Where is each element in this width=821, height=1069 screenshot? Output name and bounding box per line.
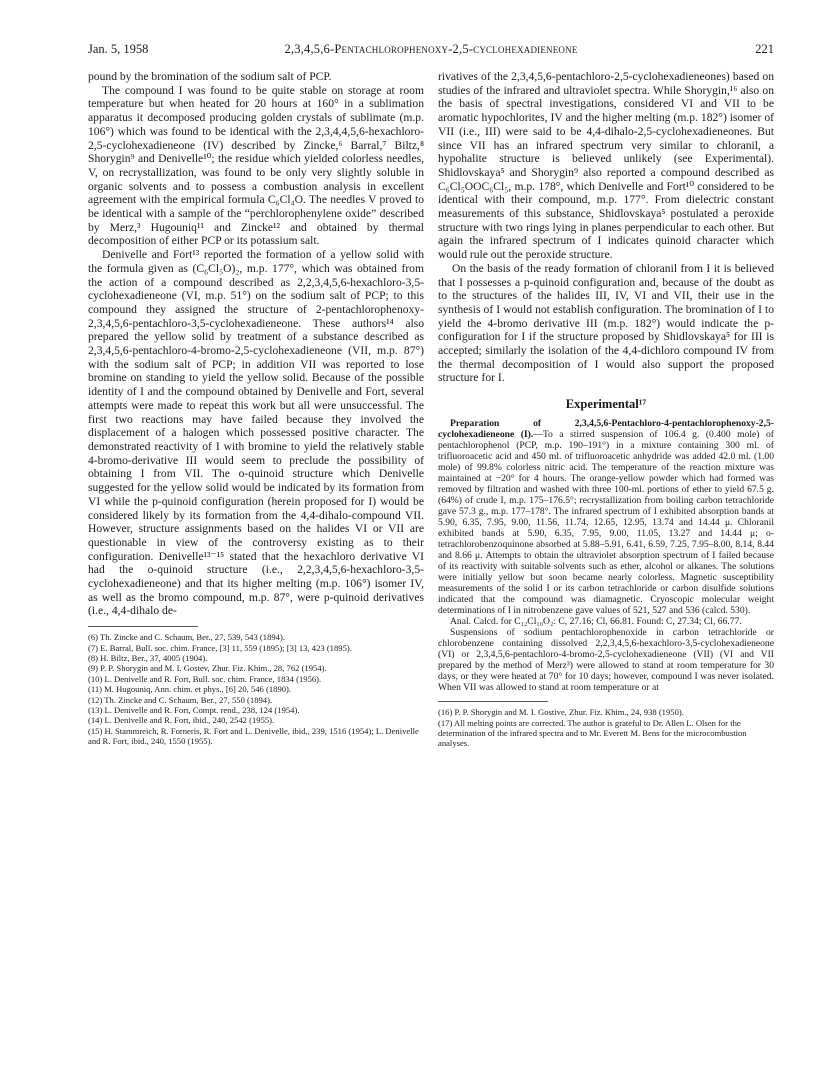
footnote: (11) M. Hugouniq, Ann. chim. et phys., [6] 20, 546 (1890).: [88, 684, 292, 695]
paragraph: rivatives of the 2,3,4,5,6-pentachloro-2,5-cyclohexadieneones) based on studies of the infrared and ultraviolet spectra. While Shorygin,¹⁶ also on the basis of spectral investigations, considered VI and VII to be aromatic hypochlorites, IV and the higher melting (m.p. 182°) isomer of VII (i.e., III) were said to be 4,4-dihalo-2,5-cyclohexadieneones. But since VII has an infrared spectrum very similar to chloranil, a hypohalite structure is believed unlikely (see Experimental). Shidlovskaya⁵ and Shorygin⁹ also reported a compound described as C₆Cl₅OOC₆Cl₅, m.p. 178°, which Denivelle and Fort¹⁰ considered to be identical with their compound, m.p. 177°. From dielectric constant measurements of this substance, Shidlovskaya⁵ postulated a peroxide structure with two rings lying in planes perpendicular to each other. But again the infrared spectrum of I indicates quinoid character which would rule out the peroxide structure.: [438, 70, 774, 262]
footnote: (12) Th. Zincke and C. Schaum, Ber., 27, 550 (1894).: [88, 694, 273, 705]
paragraph: The compound I was found to be quite stable on storage at room temperature but when heated for 20 hours at 160° in a sublimation apparatus it decomposed producing golden crystals of sublimate (m.p. 106°) which was found to be identical with the 2,3,4,4,5,6-hexachloro-2,5-cyclohexadieneone (IV) described by Zincke,⁶ Barral,⁷ Biltz,⁸ Shorygin⁹ and Denivelle¹⁰; the residue which yielded colorless needles, V, on recrystallization, was found to be only very slightly soluble in organic solvents and to possess a combustion analysis in excellent agreement with the empirical formula C₆Cl₄O. The needles V proved to be identical with a sample of the “perchlorophenylene oxide” described by Merz,³ Hugouniq¹¹ and Zincke¹² and obtained by thermal decomposition of either PCP or its potassium salt.: [88, 83, 424, 248]
footnote: (14) L. Denivelle and R. Fort, ibid., 240, 2542 (1955).: [88, 715, 275, 726]
article-title: 2,3,4,5,6-Pentachlorophenoxy-2,5-cyclohexadieneone: [284, 42, 578, 56]
footnote: (7) E. Barral, Bull. soc. chim. France, [3] 11, 559 (1895); [3] 13, 423 (1895).: [88, 642, 352, 653]
running-head: [88, 42, 774, 58]
issue-date: Jan. 5, 1958: [88, 42, 149, 56]
footnote: (6) Th. Zincke and C. Schaum, Ber., 27, 539, 543 (1894).: [88, 632, 285, 643]
footnotes: [88, 632, 424, 746]
subsection-heading: Preparation of 2,3,4,5,6-Pentachloro-4-pentachlorophenoxy-2,5-cyclohexadieneone (I).: [438, 418, 774, 441]
experimental-paragraph: Suspensions of sodium pentachlorophenoxide in carbon tetrachloride or chlorobenzene containing dissolved 2,2,3,4,5,6-hexachloro-3,5-cyclohexadieneone (VI) or 2,3,4,5,6-pentachloro-4-bromo-2,5-cyclohexadieneone (VII) (VI and VII prepared by the method of Merz³) were allowed to stand at room temperature for 30 days, or they were heated at 70° for 10 days; however, compound I was never isolated. When VII was allowed to stand at room temperature or at: [438, 627, 774, 694]
footnotes: [438, 707, 774, 749]
footnote-divider: [88, 626, 198, 627]
footnote: (9) P. P. Shorygin and M. I. Gostev, Zhur. Fiz. Khim., 28, 762 (1954).: [88, 663, 327, 674]
page-number: 221: [755, 42, 774, 56]
experimental-text: —To a stirred suspension of 106.4 g. (0.400 mole) of pentachlorophenol (PCP, m.p. 190–191°) in a mixture containing 300 ml. of trifluoroacetic acid and 450 ml. of trifluoroacetic anhydride was added 42.0 ml. (1.00 mole) of 99.8% colorless nitric acid. The temperature of the reaction mixture was maintained at −20° for 4 hours. The orange-yellow powder which had formed was removed by filtration and washed with three 100-ml. portions of ether to yield 67.5 g. (64%) of crude I, m.p. 175–176.5°; recrystallization from boiling carbon tetrachloride gave 57.3 g., m.p. 177–178°. The infrared spectrum of I exhibited absorption bands at 5.90, 6.35, 7.95, 9.00, 11.56, 11.74, 12.65, 12.95, 13.74 and 14.44 μ. Chloranil exhibited bands at 5.90, 6.35, 7.95, 9.00, 11.05, 13.27 and 14.44 μ; o-tetrachlorobenzoquinone absorbed at 5.88–5.91, 6.41, 6.59, 7.25, 7.95–8.00, 8.14, 8.44 and 8.66 μ. Attempts to obtain the ultraviolet absorption spectrum of I failed because of its reactivity with suitable solvents such as ether, alcohol or alkanes. The solutions were initially yellow but soon became nearly colorless. Magnetic susceptibility measurements of the solid I or its carbon tetrachloride or carbon disulfide solutions indicated that the compound was diamagnetic. Cryoscopic molecular weight determinations of I in nitrobenzene gave values of 521, 527 and 536 (calcd. 530).: [438, 429, 774, 617]
footnote: (16) P. P. Shorygin and M. I. Gostive, Zhur. Fiz. Khim., 24, 938 (1950).: [438, 707, 684, 718]
paragraph: Denivelle and Fort¹³ reported the formation of a yellow solid with the formula given as (C₆Cl₅O)₂, m.p. 177°, which was obtained from the action of a compound described as 2,2,3,4,5,6-hexachloro-3,5-cyclohexadieneone (VI, m.p. 51°) on the sodium salt of PCP; to this compound they assigned the structure of 2-pentachlorophenoxy-2,3,4,5,6-pentachloro-3,5-cyclohexadieneone. These authors¹⁴ also prepared the yellow solid by treatment of a substance described as 2,3,4,5,6-pentachloro-4-bromo-2,5-cyclohexadieneone (VII, m.p. 87°) with the sodium salt of PCP; in addition VII was reported to lose bromine on standing to yield the yellow solid. Because of the possible identity of I and the compound obtained by Denivelle and Fort, several attempts were made to repeat this work but all were unsuccessful. The first two reactions may have failed because they involved the displacement of a halogen which possessed positive character. The demonstrated reactivity of I with bromine to yield the relatively stable 4-bromo-derivative III would seem to preclude the possibility of obtaining I from VII. The o-quinoid structure which Denivelle suggested for the yellow solid would be indicated by its formation from VI while the p-quinoid configuration (herein proposed for I) would be considered likely by its formation from the 4,4-dihalo-compound VII. However, structure assignments based on the halides VI or VII are questionable in view of the controversy existing as to their configuration. Denivelle¹³⁻¹⁵ stated that the hexachloro derivative VI had the o-quinoid structure (i.e., 2,2,3,4,5,6-hexachloro-3,5-cyclohexadieneone) and that its higher melting (m.p. 106°) isomer IV, as well as the bromo compound, m.p. 87°, were p-quinoid derivatives (i.e., 4,4-dihalo de-: [88, 248, 424, 618]
footnote: (8) H. Biltz, Ber., 37, 4005 (1904).: [88, 652, 208, 663]
experimental-paragraph: [438, 418, 774, 616]
section-heading-experimental: Experimental¹⁷: [565, 397, 647, 412]
footnote-divider: [438, 701, 548, 702]
paragraph: pound by the bromination of the sodium salt of PCP.: [88, 70, 332, 83]
footnote: (10) L. Denivelle and R. Fort, Bull. soc. chim. France, 1834 (1956).: [88, 673, 322, 684]
footnote: (17) All melting points are corrected. The author is grateful to Dr. Allen L. Olsen for the determination of the infrared spectra and to Mr. Everett M. Bens for the microcombustion analyses.: [438, 717, 747, 749]
right-column: [438, 70, 774, 749]
footnote: (13) L. Denivelle and R. Fort, Compt. rend., 238, 124 (1954).: [88, 704, 300, 715]
analysis-line: Anal. Calcd. for C₁₂Cl₁₀O₂: C, 27.16; Cl, 66.81. Found: C, 27.34; Cl, 66.77.: [450, 616, 742, 628]
left-column: [88, 70, 424, 747]
footnote: (15) H. Stammreich, R. Forneris, R. Fort and L. Denivelle, ibid., 239, 1516 (1954); L. Denivelle and R. Fort, ibid., 240, 1550 (1955).: [88, 725, 419, 747]
paragraph: On the basis of the ready formation of chloranil from I it is believed that I possesses a p-quinoid configuration and, because of the doubt as to the structures of the halides III, IV, VI and VII, their use in the synthesis of I would not establish configuration. The bromination of I to yield the 4-bromo derivative III (m.p. 182°) would indicate the p-configuration for I if the structure proposed by Shidlovskaya⁵ for III is accepted; similarly the isolation of the 4,4-dichloro compound IV from the thermal decomposition of I would also support the proposed structure for I.: [438, 261, 774, 385]
